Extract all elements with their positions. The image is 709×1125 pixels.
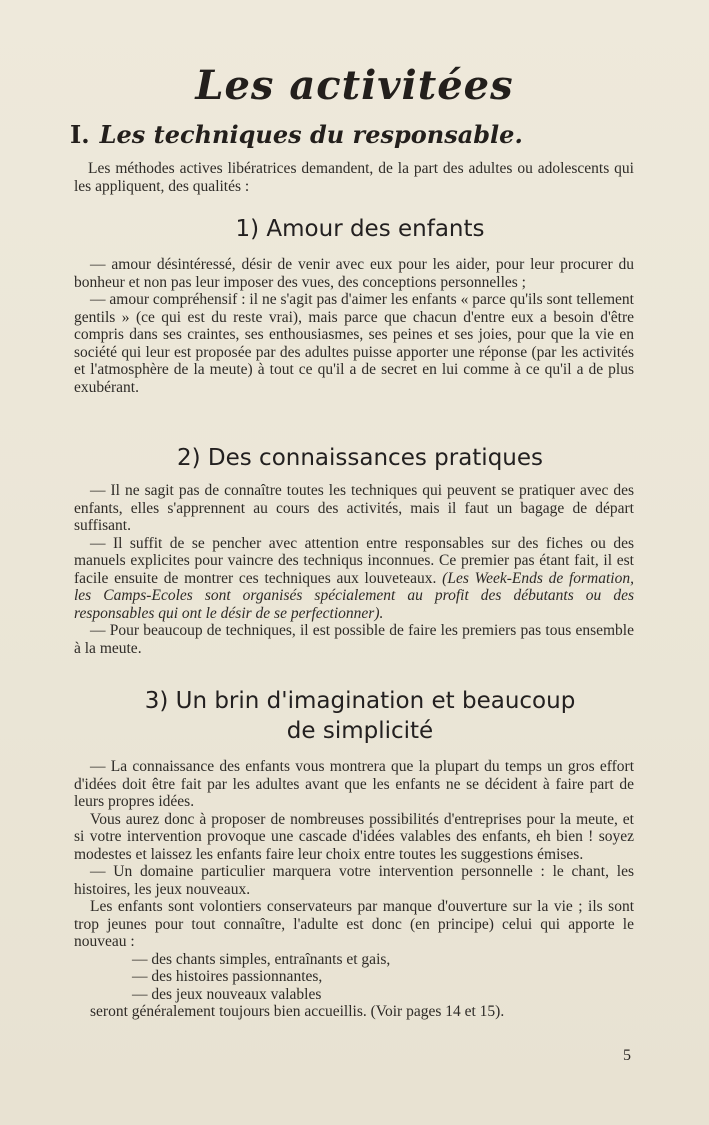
closing-line: seront généralement toujours bien accueillis. (Voir pages 14 et 15). xyxy=(90,1003,505,1020)
section-title-text: Les techniques du responsable. xyxy=(99,120,523,149)
paragraph: — Il ne sagit pas de connaître toutes les techniques qui peuvent se pratiquer avec des enfants, elles s'apprennent au cours des activités, mais il faut un bagage de départ suffisant. xyxy=(74,482,634,534)
list-item: — des histoires passionnantes, xyxy=(132,968,323,985)
list-item: — des jeux nouveaux valables xyxy=(132,985,322,1003)
page-number: 5 xyxy=(623,1047,631,1064)
paragraph xyxy=(74,535,634,623)
paragraph: — amour désintéressé, désir de venir avec eux pour les aider, pour leur procurer du bonheur et non pas leur imposer des vues, des conceptions personnelles ; xyxy=(74,256,634,291)
intro-paragraph: Les méthodes actives libératrices demandent, de la part des adultes ou adolescents qui les appliquent, des qualités : xyxy=(74,160,634,195)
heading-line-2: de simplicité xyxy=(286,718,434,744)
italic-note: (Les Week-Ends de formation, les Camps-Ecoles sont organisés spécialement au profit des débutants ou des responsables qui ont le désir de se perfectionner). xyxy=(74,569,634,622)
paragraph: — La connaissance des enfants vous montrera que la plupart du temps un gros effort d'idées doit être fait par les adultes avant que les enfants ne se décident à faire part de leurs propres idées. xyxy=(74,758,634,810)
paragraph: Les enfants sont volontiers conservateurs par manque d'ouverture sur la vie ; ils sont trop jeunes pour tout connaître, l'adulte est donc (en principe) celui qui apporte le nouveau : xyxy=(74,898,634,950)
paragraph: — amour compréhensif : il ne s'agit pas d'aimer les enfants « parce qu'ils sont tellement gentils » (ce qui est du reste vrai), mais parce que chacun d'entre eux a besoin d'être compris dans ses craintes, ses enthousiasmes, ses peines et ses joies, pour que la vie en société qui leur est proposée par des adultes puisse apporter une réponse (par les activités et l'atmosphère de la meute) à tout ce qu'il a de secret en lui comme à ce qu'il a de plus exubérant. xyxy=(74,291,634,396)
subsection-body-3 xyxy=(74,758,634,1021)
subsection-heading-3 xyxy=(70,686,650,746)
paragraph: — Pour beaucoup de techniques, il est possible de faire les premiers pas tous ensemble à la meute. xyxy=(74,622,634,657)
subsection-body-2 xyxy=(74,482,634,657)
list-item: — des chants simples, entraînants et gais, xyxy=(132,950,391,968)
heading-line-1: 3) Un brin d'imagination et beaucoup xyxy=(144,688,576,714)
subsection-body-1 xyxy=(74,256,634,396)
subsection-heading-1: 1) Amour des enfants xyxy=(235,216,485,242)
paragraph: — Un domaine particulier marquera votre intervention personnelle : le chant, les histoires, les jeux nouveaux. xyxy=(74,863,634,898)
paragraph: Vous aurez donc à proposer de nombreuses possibilités d'entreprises pour la meute, et si votre intervention provoque une cascade d'idées valables des enfants, eh bien ! soyez modestes et laissez les enfants faire leur choix entre toutes les suggestions émises. xyxy=(74,810,634,863)
subsection-heading-2: 2) Des connaissances pratiques xyxy=(176,445,544,471)
paragraph-text: — Il suffit de se pencher avec attention entre responsables sur des fiches ou des manuels explicites pour vaincre des techniqus inconnues. Ce premier pas étant fait, il est facile ensuite de montrer ces techniques aux louveteaux. xyxy=(74,534,634,587)
section-number: I. xyxy=(70,120,90,149)
section-title xyxy=(70,120,523,149)
page-title: Les activitées xyxy=(195,62,514,109)
